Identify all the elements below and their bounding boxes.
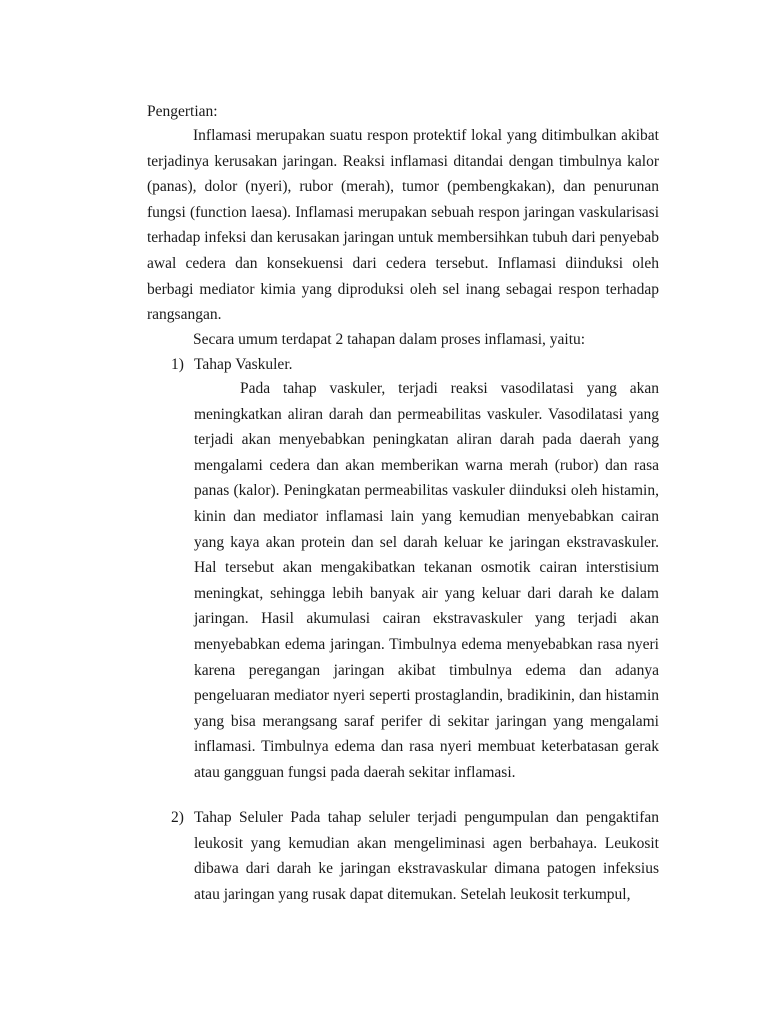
list-item-body: Pada tahap vaskuler, terjadi reaksi vasodilatasi yang akan meningkatkan aliran darah dan permeabilitas vaskuler. Vasodilatasi yang terjadi akan menyebabkan peningkatan aliran darah pada daerah yang mengalami cedera dan akan memberikan warna merah (rubor) dan rasa panas (kalor). Peningkatan permeabilitas vaskuler diinduksi oleh histamin, kinin dan mediator inflamasi lain yang kemudian menyebabkan cairan yang kaya akan protein dan sel darah keluar ke jaringan ekstravaskuler. Hal tersebut akan mengakibatkan tekanan osmotik cairan interstisium meningkat, sehingga lebih banyak air yang keluar dari darah ke dalam jaringan. Hasil akumulasi cairan ekstravaskuler yang terjadi akan menyebabkan edema jaringan. Timbulnya edema menyebabkan rasa nyeri karena peregangan jaringan akibat timbulnya edema dan adanya pengeluaran mediator nyeri seperti prostaglandin, bradikinin, dan histamin yang bisa merangsang saraf perifer di sekitar jaringan yang mengalami inflamasi. Timbulnya edema dan rasa nyeri membuat keterbatasan gerak atau gangguan fungsi pada daerah sekitar inflamasi.	[194, 380, 659, 781]
list-item-number: 1)	[171, 356, 184, 373]
list-item-title: Tahap Vaskuler.	[194, 356, 293, 373]
section-heading: Pengertian:	[147, 103, 218, 120]
intro-paragraph: Inflamasi merupakan suatu respon protektif lokal yang ditimbulkan akibat terjadinya kerusakan jaringan. Reaksi inflamasi ditandai dengan timbulnya kalor (panas), dolor (nyeri), rubor (merah), tumor (pembengkakan), dan penurunan fungsi (function laesa). Inflamasi merupakan sebuah respon jaringan vaskularisasi terhadap infeksi dan kerusakan jaringan untuk membersihkan tubuh dari penyebab awal cedera dan konsekuensi dari cedera tersebut. Inflamasi diinduksi oleh berbagi mediator kimia yang diproduksi oleh sel inang sebagai respon terhadap rangsangan.	[147, 127, 659, 324]
stages-intro-paragraph: Secara umum terdapat 2 tahapan dalam proses inflamasi, yaitu:	[193, 331, 586, 348]
list-item-number: 2)	[171, 809, 184, 826]
list-item-body: Tahap Seluler Pada tahap seluler terjadi pengumpulan dan pengaktifan leukosit yang kemudian akan mengeliminasi agen berbahaya. Leukosit dibawa dari darah ke jaringan ekstravaskular dimana patogen infeksius atau jaringan yang rusak dapat ditemukan. Setelah leukosit terkumpul,	[194, 809, 659, 903]
